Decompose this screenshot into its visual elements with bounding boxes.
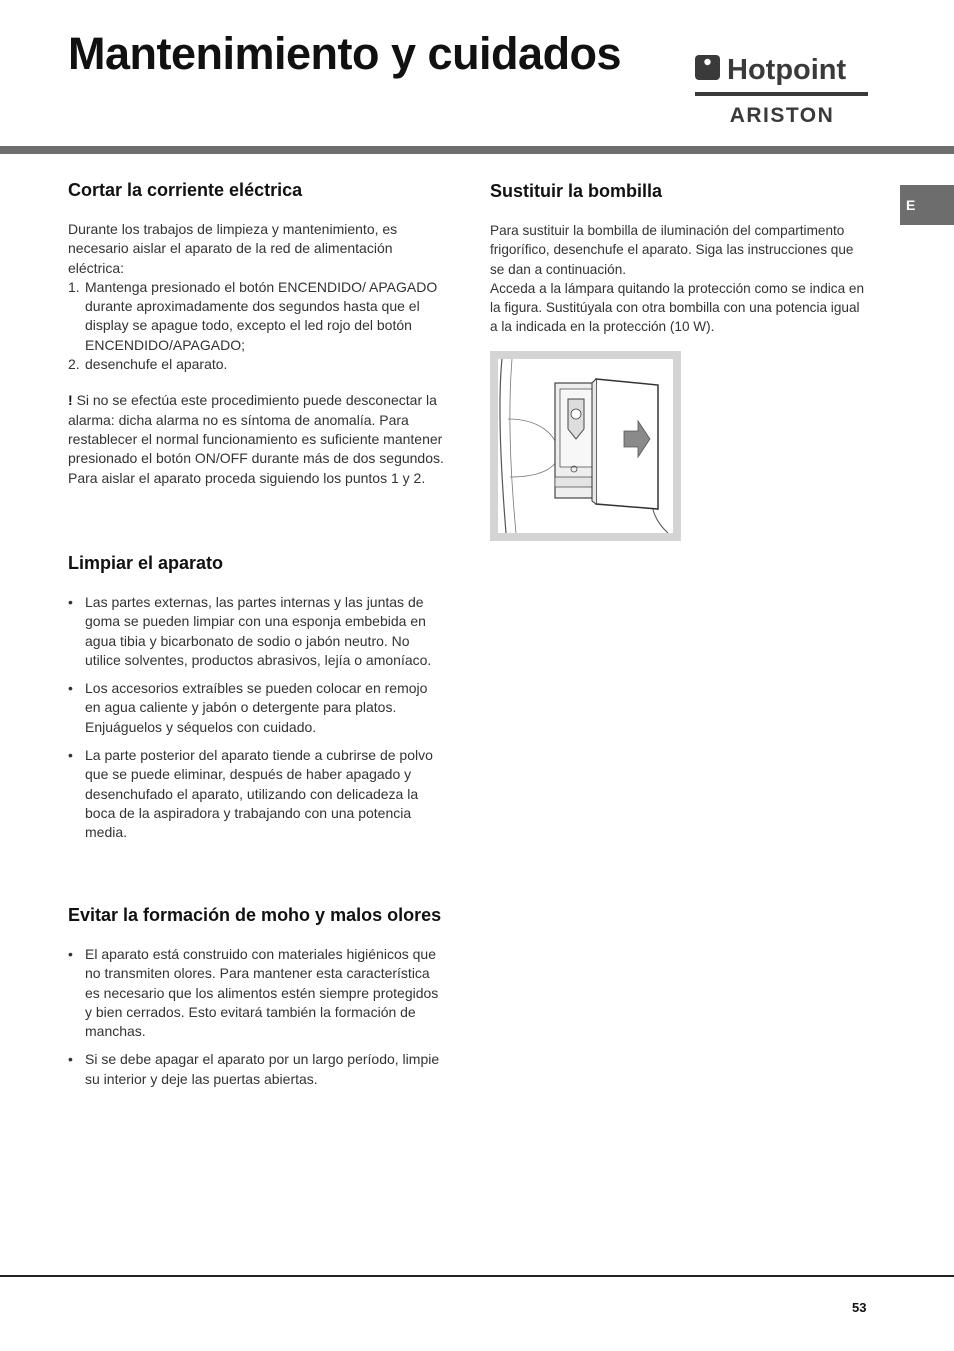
warning-note <box>68 391 446 487</box>
section-heading: Limpiar el aparato <box>68 553 224 573</box>
bullet-dot: • <box>68 1051 73 1068</box>
section-paragraph: Acceda a la lámpara quitando la protección como se indica en la figura. Sustitúyala con otra bombilla con una potencia igual a la indicada en la protección (10 W). <box>490 280 865 335</box>
section-sustituir-bombilla <box>490 180 868 337</box>
bullet-dot: • <box>68 680 73 697</box>
list-item <box>68 1050 446 1089</box>
footer-divider <box>0 1275 954 1277</box>
section-paragraph: Para sustituir la bombilla de iluminación del compartimento frigorífico, desenchufe el aparato. Siga las instrucciones que se dan a continuación. <box>490 223 854 277</box>
section-heading: Cortar la corriente eléctrica <box>68 180 303 200</box>
list-item <box>68 593 446 670</box>
warning-text: Si no se efectúa este procedimiento puede desconectar la alarma: dicha alarma no es síntoma de anomalía. Para restablecer el normal funcionamiento es suficiente mantener presionado el botón ON/OFF durante más de dos segundos. Para aislar el aparato proceda siguiendo los puntos 1 y 2. <box>68 392 444 486</box>
section-evitar-moho <box>68 904 446 1098</box>
list-item-text: El aparato está construido con materiales higiénicos que no transmiten olores. Para mantener esta característica es necesario que los alimentos estén siempre protegidos y bien cerrados. Esto evitará también la formación de manchas. <box>85 946 439 1040</box>
bullet-list <box>68 593 446 843</box>
bullet-dot: • <box>68 594 73 610</box>
list-item <box>68 945 446 1041</box>
hotpoint-ariston-logo <box>694 50 869 126</box>
header-divider <box>0 146 954 154</box>
language-tab: E <box>900 185 954 225</box>
list-item-text: La parte posterior del aparato tiende a cubrirse de polvo que se puede eliminar, después de haber apagado y desenchufado el aparato, utilizando con delicadeza la boca de la aspiradora y trabajando con una potencia media. <box>85 747 433 841</box>
step-item <box>68 278 446 355</box>
svg-text:ARISTON: ARISTON <box>729 104 835 126</box>
section-limpiar-aparato <box>68 552 446 852</box>
list-item-text: Los accesorios extraíbles se pueden colocar en remojo en agua caliente y jabón o detergente para platos. Enjuáguelos y séquelos con cuidado. <box>85 680 428 735</box>
brand-logo-graphic <box>694 50 869 126</box>
lamp-replacement-figure <box>490 351 681 541</box>
step-number: 2. <box>68 356 80 373</box>
list-item-text: Si se debe apagar el aparato por un largo período, limpie su interior y deje las puertas abiertas. <box>85 1051 440 1087</box>
bullet-dot: • <box>68 747 73 764</box>
page-number: 53 <box>852 1300 867 1315</box>
section-intro: Durante los trabajos de limpieza y mantenimiento, es necesario aislar el aparato de la red de alimentación eléctrica: <box>68 221 398 276</box>
steps-list <box>68 278 446 374</box>
step-text: desenchufe el aparato. <box>85 356 228 373</box>
list-item <box>68 746 446 842</box>
step-number: 1. <box>68 278 80 295</box>
lamp-cover-illustration <box>498 359 673 533</box>
svg-text:Hotpoint: Hotpoint <box>727 54 847 86</box>
list-item-text: Las partes externas, las partes internas y las juntas de goma se pueden limpiar con una esponja embebida en agua tibia y bicarbonato de sodio o jabón neutro. No utilice solventes, productos abrasivos, lejía o amoníaco. <box>85 594 432 668</box>
warning-mark: ! <box>68 392 73 409</box>
list-item <box>68 679 446 737</box>
page-title: Mantenimiento y cuidados <box>68 28 622 79</box>
step-item <box>68 355 446 374</box>
section-heading: Sustituir la bombilla <box>490 181 663 201</box>
section-heading: Evitar la formación de moho y malos olores <box>68 905 442 925</box>
bullet-dot: • <box>68 946 73 962</box>
step-text: Mantenga presionado el botón ENCENDIDO/ APAGADO durante aproximadamente dos segundos hasta que el display se apague todo, excepto el led rojo del botón ENCENDIDO/APAGADO; <box>85 278 438 353</box>
section-cortar-corriente <box>68 179 446 488</box>
bullet-list <box>68 945 446 1089</box>
